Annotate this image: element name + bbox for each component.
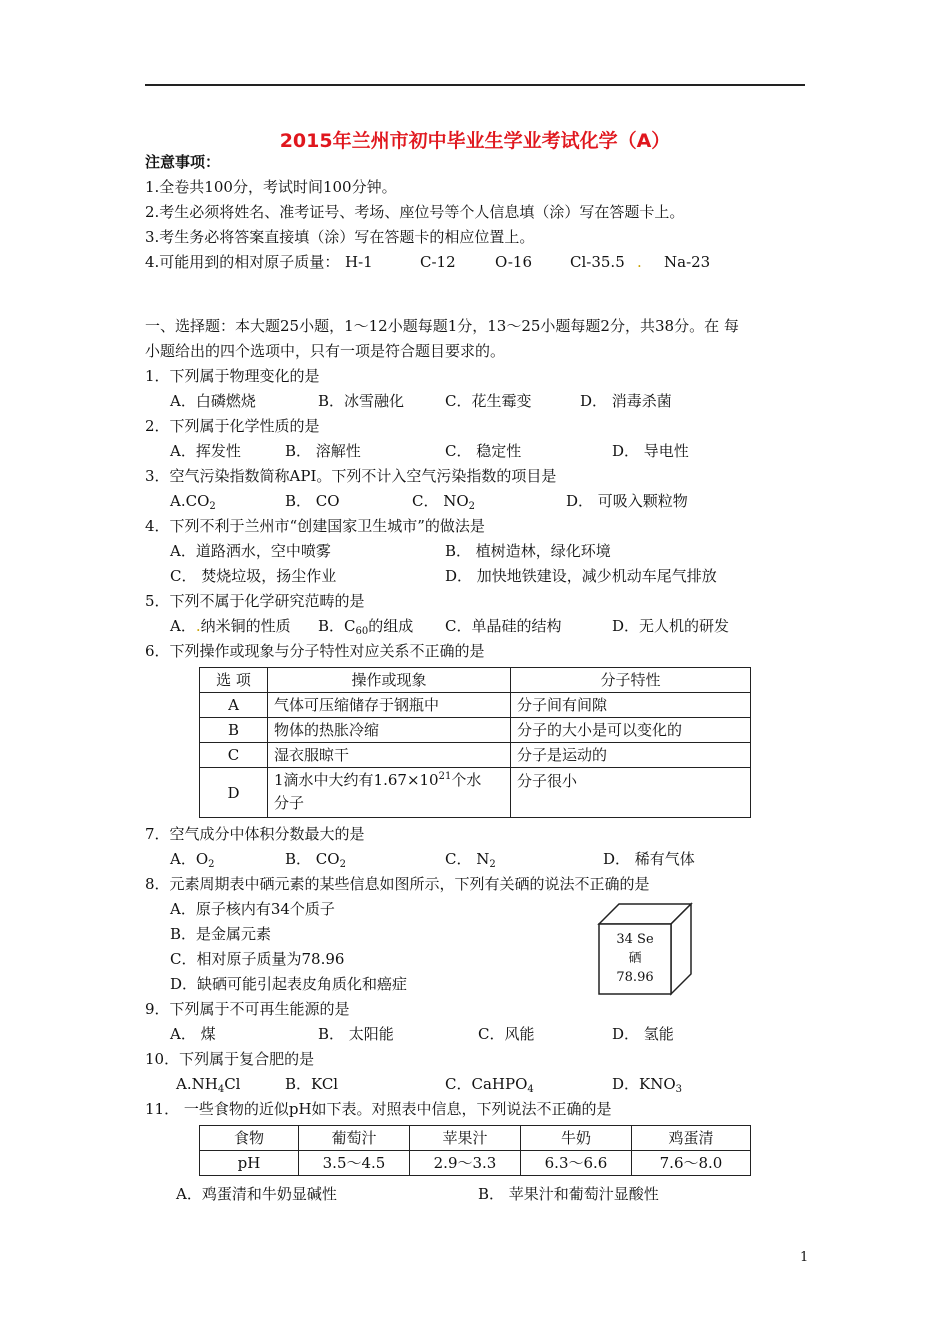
q1-option-d: D． 消毒杀菌 (580, 392, 672, 410)
notice-heading: 注意事项： (145, 153, 221, 171)
q9-option-c: C．风能 (478, 1025, 535, 1043)
q4-option-b: B． 植树造林，绿化环境 (445, 542, 611, 560)
q10-option-b: B．KCl (285, 1075, 339, 1093)
notice-item-1: 1.全卷共100分，考试时间100分钟。 (145, 178, 397, 196)
page-number: 1 (800, 1250, 809, 1265)
table-header-row (200, 1126, 751, 1151)
mass-c: C-12 (420, 253, 456, 271)
q8-option-b: B．是金属元素 (170, 925, 272, 943)
table-header: 选 项 (200, 668, 268, 693)
q4-option-d: D． 加快地铁建设，减少机动车尾气排放 (445, 567, 717, 585)
q10-option-c: C．CaHPO$_4$ (445, 1075, 534, 1095)
q11-stem: 11． 一些食物的近似pH如下表。对照表中信息，下列说法不正确的是 (145, 1100, 612, 1118)
q1-option-a: A．白磷燃烧 (170, 392, 256, 410)
element-name: 硒 (628, 951, 642, 966)
table-row (200, 693, 751, 718)
table-cell: 物体的热胀冷缩 (268, 718, 511, 743)
q5-option-b: B．$C_{60}$的组成 (318, 617, 414, 637)
table-cell: 分子很小 (511, 768, 751, 818)
q9-option-d: D． 氢能 (612, 1025, 674, 1043)
exam-title: 2015年兰州市初中毕业生学业考试化学（A） (279, 130, 671, 152)
table-cell: 分子的大小是可以变化的 (511, 718, 751, 743)
table-header-row (200, 668, 751, 693)
q8-option-d: D．缺硒可能引起表皮角质化和癌症 (170, 975, 408, 993)
q2-option-d: D． 导电性 (612, 442, 689, 460)
table-row (200, 768, 751, 818)
q1-option-c: C．花生霉变 (445, 392, 532, 410)
q10-option-a: $A.NH_4Cl$ (176, 1075, 241, 1095)
q3-option-d: D． 可吸入颗粒物 (566, 492, 688, 510)
q2-option-b: B． 溶解性 (285, 442, 361, 460)
notice-item-3: 3.考生务必将答案直接填（涂）写在答题卡的相应位置上。 (145, 228, 535, 246)
table-row (200, 718, 751, 743)
notice-item-4 (145, 252, 339, 272)
element-number-symbol: 34 Se (616, 932, 654, 947)
section-intro-1: 一、选择题：本大题25小题，1～12小题每题1分，13～25小题每题2分，共38分。在 每 (145, 317, 739, 335)
q9-option-a: A． 煤 (170, 1025, 216, 1043)
q6-stem: 6．下列操作或现象与分子特性对应关系不正确的是 (145, 642, 485, 660)
q2-option-c: C． 稳定性 (445, 442, 522, 460)
q4-stem: 4．下列不利于兰州市“创建国家卫生城市”的做法是 (145, 517, 485, 535)
q8-option-a: A．原子核内有34个质子 (170, 900, 335, 918)
q10-option-d: D．$KNO_3$ (612, 1075, 683, 1095)
q6-table (199, 667, 751, 818)
q1-stem: 1．下列属于物理变化的是 (145, 367, 320, 385)
q5-option-d: D．无人机的研发 (612, 617, 730, 635)
table-header: 苹果汁 (410, 1126, 521, 1151)
q5-stem: 5．下列不属于化学研究范畴的是 (145, 592, 365, 610)
table-header: 操作或现象 (268, 668, 511, 693)
section-intro-2: 小题给出的四个选项中，只有一项是符合题目要求的。 (145, 342, 506, 360)
q11-option-a: A．鸡蛋清和牛奶显碱性 (176, 1185, 337, 1203)
table-cell: 3.5～4.5 (299, 1151, 410, 1176)
q1-option-b: B．冰雪融化 (318, 392, 405, 410)
q3-option-b: B． CO (285, 492, 340, 510)
table-cell: C (200, 743, 268, 768)
q7-option-c: C． $N_2$ (445, 850, 496, 870)
q5-option-c: C．单晶硅的结构 (445, 617, 562, 635)
q4-option-c: C． 焚烧垃圾，扬尘作业 (170, 567, 337, 585)
table-cell: 6.3～6.6 (521, 1151, 632, 1176)
table-cell: pH (200, 1151, 299, 1176)
table-header: 食物 (200, 1126, 299, 1151)
table-header: 分子特性 (511, 668, 751, 693)
q2-option-a: A．挥发性 (170, 442, 241, 460)
q3-option-c: C． $NO_2$ (412, 492, 476, 512)
q3-option-a: $A.CO_2$ (170, 492, 216, 512)
q10-stem: 10．下列属于复合肥的是 (145, 1050, 315, 1068)
q7-option-a: A．$O_2$ (170, 850, 215, 870)
q7-stem: 7．空气成分中体积分数最大的是 (145, 825, 365, 843)
table-cell: 湿衣服晾干 (268, 743, 511, 768)
mass-na: Na-23 (664, 253, 711, 271)
table-cell: B (200, 718, 268, 743)
table-header: 葡萄汁 (299, 1126, 410, 1151)
q5-option-a: A．.纳米铜的性质 (170, 617, 291, 635)
table-cell: D (200, 768, 268, 818)
table-cell: A (200, 693, 268, 718)
q8-stem: 8．元素周期表中硒元素的某些信息如图所示，下列有关硒的说法不正确的是 (145, 875, 650, 893)
table-cell: 7.6～8.0 (632, 1151, 751, 1176)
table-cell: 气体可压缩储存于钢瓶中 (268, 693, 511, 718)
table-header: 牛奶 (521, 1126, 632, 1151)
notice-item-2: 2.考生必须将姓名、准考证号、考场、座位号等个人信息填（涂）写在答题卡上。 (145, 203, 685, 221)
element-info (599, 930, 671, 987)
q7-option-d: D． 稀有气体 (603, 850, 695, 868)
mass-o: O-16 (495, 253, 533, 271)
q3-stem: 3．空气污染指数简称API。下列不计入空气污染指数的项目是 (145, 467, 557, 485)
q9-option-b: B． 太阳能 (318, 1025, 394, 1043)
decorative-dot: . (637, 253, 642, 271)
table-cell: 2.9～3.3 (410, 1151, 521, 1176)
table-cell: 1滴水中大约有$1.67\times 10^{21}$个水 分子 (268, 768, 511, 818)
q4-option-a: A．道路洒水，空中喷雾 (170, 542, 331, 560)
q11-ph-table (199, 1125, 751, 1176)
table-row (200, 1151, 751, 1176)
q2-stem: 2．下列属于化学性质的是 (145, 417, 320, 435)
table-cell: 分子是运动的 (511, 743, 751, 768)
table-row (200, 743, 751, 768)
q8-option-c: C．相对原子质量为78.96 (170, 950, 345, 968)
table-cell: 分子间有间隙 (511, 693, 751, 718)
mass-cl: Cl-35.5 (570, 253, 625, 271)
masses-label: 4.可能用到的相对原子质量： (145, 253, 340, 271)
table-header: 鸡蛋清 (632, 1126, 751, 1151)
q9-stem: 9．下列属于不可再生能源的是 (145, 1000, 350, 1018)
q7-option-b: B． $CO_2$ (285, 850, 346, 870)
element-mass: 78.96 (616, 970, 654, 985)
mass-h: H-1 (345, 253, 373, 271)
q11-option-b: B． 苹果汁和葡萄汁显酸性 (478, 1185, 659, 1203)
header-rule (145, 84, 805, 86)
